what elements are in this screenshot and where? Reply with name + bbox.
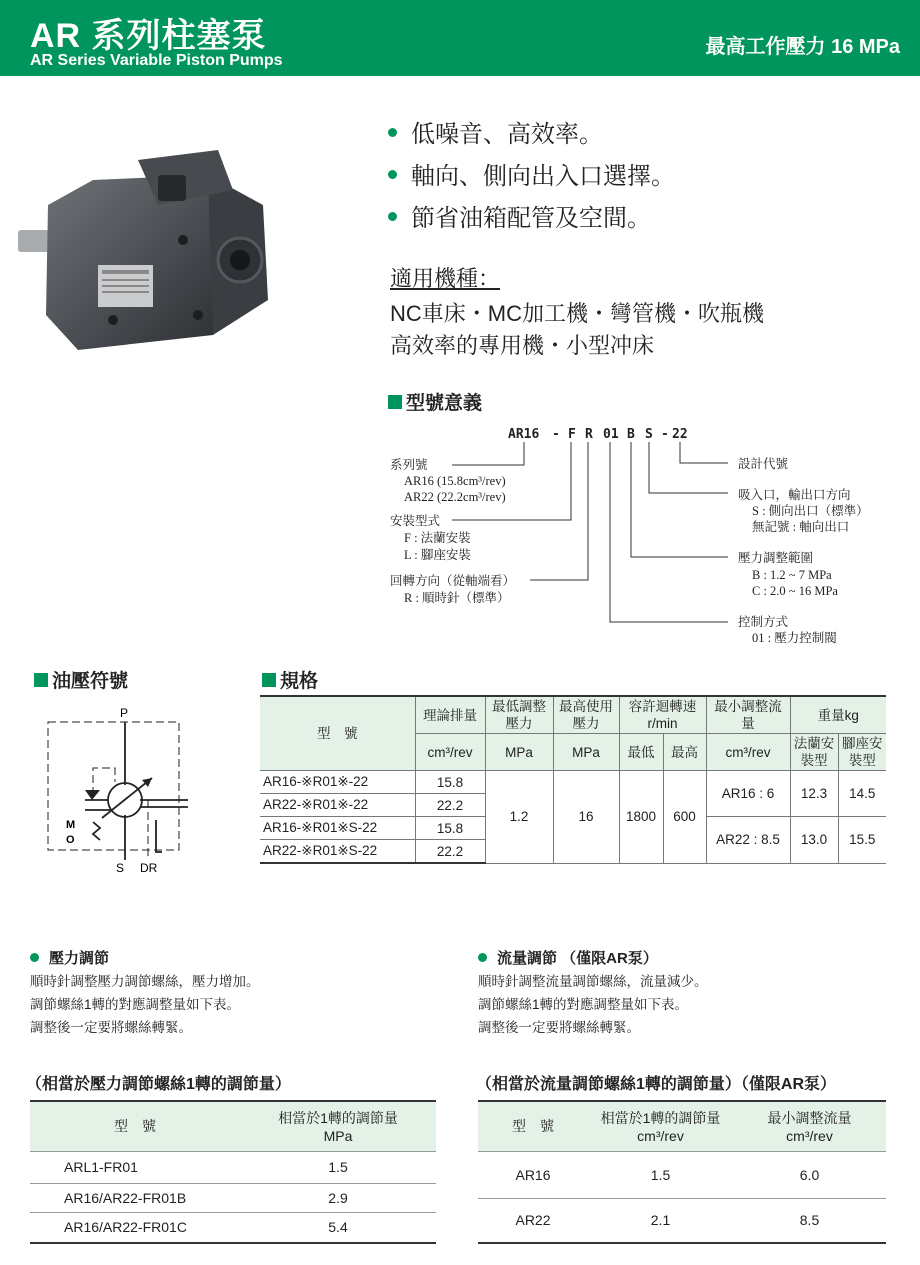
spec-speed-max-header: 最高: [663, 734, 706, 771]
spec-model: AR22-※R01※-22: [260, 794, 415, 817]
symbol-label-s: S: [116, 861, 125, 875]
table-header: 相當於1轉的調節量 MPa: [240, 1101, 436, 1151]
spec-model: AR16-※R01※-22: [260, 771, 415, 794]
feature-item: 軸向、側向出入口選擇。: [388, 156, 675, 191]
symbol-heading: 油壓符號: [34, 666, 128, 693]
pressure-table-caption: （相當於壓力調節螺絲1轉的調節量）: [26, 1076, 291, 1093]
spec-speed-max: 600: [663, 771, 706, 864]
code-part: -: [552, 427, 560, 442]
page-subtitle: AR Series Variable Piston Pumps: [30, 52, 283, 69]
spec-max-pressure: 16: [553, 771, 619, 864]
spec-min-flow: AR22 : 8.5: [706, 817, 790, 864]
spec-table: [260, 695, 886, 864]
spec-disp: 15.8: [415, 771, 485, 794]
square-icon: [34, 673, 48, 687]
note-control: 控制方式: [738, 615, 789, 629]
hydraulic-symbol: [40, 700, 210, 880]
max-pressure: 最高工作壓力 16 MPa: [705, 36, 900, 58]
note-design: 設計代號: [738, 457, 789, 471]
table-header: 型 號: [30, 1101, 240, 1151]
pressure-adj-text: 順時針調整壓力調節螺絲，壓力增加。 調節螺絲1轉的對應調整量如下表。 調整後一定要將螺絲轉緊。: [30, 974, 260, 1035]
application-line: 高效率的專用機・小型冲床: [390, 333, 655, 358]
spec-model: AR16-※R01※S-22: [260, 817, 415, 840]
table-header: 相當於1轉的調節量 cm³/rev: [588, 1101, 733, 1151]
feature-item: 低噪音、高效率。: [388, 114, 603, 149]
spec-disp: 15.8: [415, 817, 485, 840]
spec-unit: MPa: [485, 734, 553, 771]
spec-weight-foot-header: 腳座安裝型: [838, 734, 886, 771]
spec-weight-flange-header: 法蘭安裝型: [790, 734, 838, 771]
note-pressure: 壓力調整範圍: [738, 551, 814, 565]
code-part: -: [661, 427, 669, 442]
code-part: R: [585, 427, 593, 442]
spec-unit: cm³/rev: [415, 734, 485, 771]
note-line: AR16 (15.8cm³/rev): [404, 474, 506, 488]
note-line: R : 順時針（標準）: [404, 591, 510, 605]
note-line: L : 腳座安裝: [404, 548, 471, 562]
pressure-adj-table: [30, 1100, 436, 1244]
flow-adj-text: 順時針調整流量調節螺絲，流量減少。 調節螺絲1轉的對應調整量如下表。 調整後一定要將螺絲轉緊。: [478, 974, 708, 1035]
symbol-label-p: P: [120, 706, 129, 720]
table-row: AR16/AR22-FR01B 2.9: [30, 1183, 436, 1212]
flow-adj-heading: 流量調節 （僅限AR泵）: [478, 947, 658, 968]
table-row: AR16/AR22-FR01C 5.4: [30, 1212, 436, 1243]
code-part: B: [627, 427, 635, 442]
spec-header-model: 型 號: [260, 696, 415, 771]
code-part: S: [645, 427, 653, 442]
note-line: B : 1.2 ~ 7 MPa: [752, 568, 832, 582]
table-header: 最小調整流量 cm³/rev: [733, 1101, 886, 1151]
symbol-label-o: O: [66, 834, 75, 846]
note-mount: 安裝型式: [390, 514, 441, 528]
spec-min-pressure: 1.2: [485, 771, 553, 864]
symbol-label-dr: DR: [140, 861, 158, 875]
spec-header-speed: 容許迴轉速r/min: [619, 696, 706, 734]
code-part: 01: [603, 427, 619, 442]
page-title: AR 系列柱塞泵: [30, 17, 267, 55]
code-part: AR16: [508, 427, 540, 442]
flow-table-caption: （相當於流量調節螺絲1轉的調節量）（僅限AR泵）: [476, 1076, 837, 1093]
spec-header-weight: 重量kg: [790, 696, 886, 734]
spec-min-flow: AR16 : 6: [706, 771, 790, 817]
application-line: NC車床・MC加工機・彎管機・吹瓶機: [390, 301, 764, 326]
spec-weight: 14.5: [838, 771, 886, 817]
note-port: 吸入口，輸出口方向: [738, 488, 851, 502]
bullet-icon: [30, 953, 39, 962]
spec-disp: 22.2: [415, 794, 485, 817]
spec-weight: 15.5: [838, 817, 886, 864]
table-header: 型 號: [478, 1101, 588, 1151]
spec-weight: 12.3: [790, 771, 838, 817]
spec-header-max-pressure: 最高使用壓力: [553, 696, 619, 734]
table-row: AR16 1.5 6.0: [478, 1151, 886, 1198]
note-rotation: 回轉方向（從軸端看）: [390, 574, 516, 588]
spec-header-min-flow: 最小調整流量: [706, 696, 790, 734]
model-code-heading: 型號意義: [388, 388, 482, 415]
code-part: 22: [672, 427, 688, 442]
spec-weight: 13.0: [790, 817, 838, 864]
note-line: S : 側向出口（標準）: [752, 504, 869, 518]
table-row: ARL1-FR01 1.5: [30, 1151, 436, 1183]
spec-unit: cm³/rev: [706, 734, 790, 771]
note-line: F : 法蘭安裝: [404, 531, 471, 545]
flow-adj-table: [478, 1100, 886, 1244]
spec-heading: 規格: [262, 666, 318, 693]
note-line: 無記號 : 軸向出口: [752, 520, 850, 534]
bullet-icon: [478, 953, 487, 962]
note-line: 01 : 壓力控制閥: [752, 631, 837, 645]
square-icon: [262, 673, 276, 687]
spec-speed-min-header: 最低: [619, 734, 663, 771]
pressure-adj-heading: 壓力調節: [30, 947, 109, 968]
spec-model: AR22-※R01※S-22: [260, 840, 415, 864]
spec-header-disp: 理論排量: [415, 696, 485, 734]
note-line: C : 2.0 ~ 16 MPa: [752, 584, 838, 598]
code-part: F: [568, 427, 576, 442]
spec-header-min-pressure: 最低調整壓力: [485, 696, 553, 734]
spec-disp: 22.2: [415, 840, 485, 864]
table-row: [260, 771, 886, 794]
symbol-label-m: M: [66, 819, 76, 831]
feature-item: 節省油箱配管及空間。: [388, 198, 651, 233]
application-heading: 適用機種：: [390, 266, 501, 291]
spec-unit: MPa: [553, 734, 619, 771]
note-line: AR22 (22.2cm³/rev): [404, 490, 506, 504]
spec-speed-min: 1800: [619, 771, 663, 864]
note-series: 系列號: [390, 458, 428, 472]
table-row: AR22 2.1 8.5: [478, 1198, 886, 1243]
